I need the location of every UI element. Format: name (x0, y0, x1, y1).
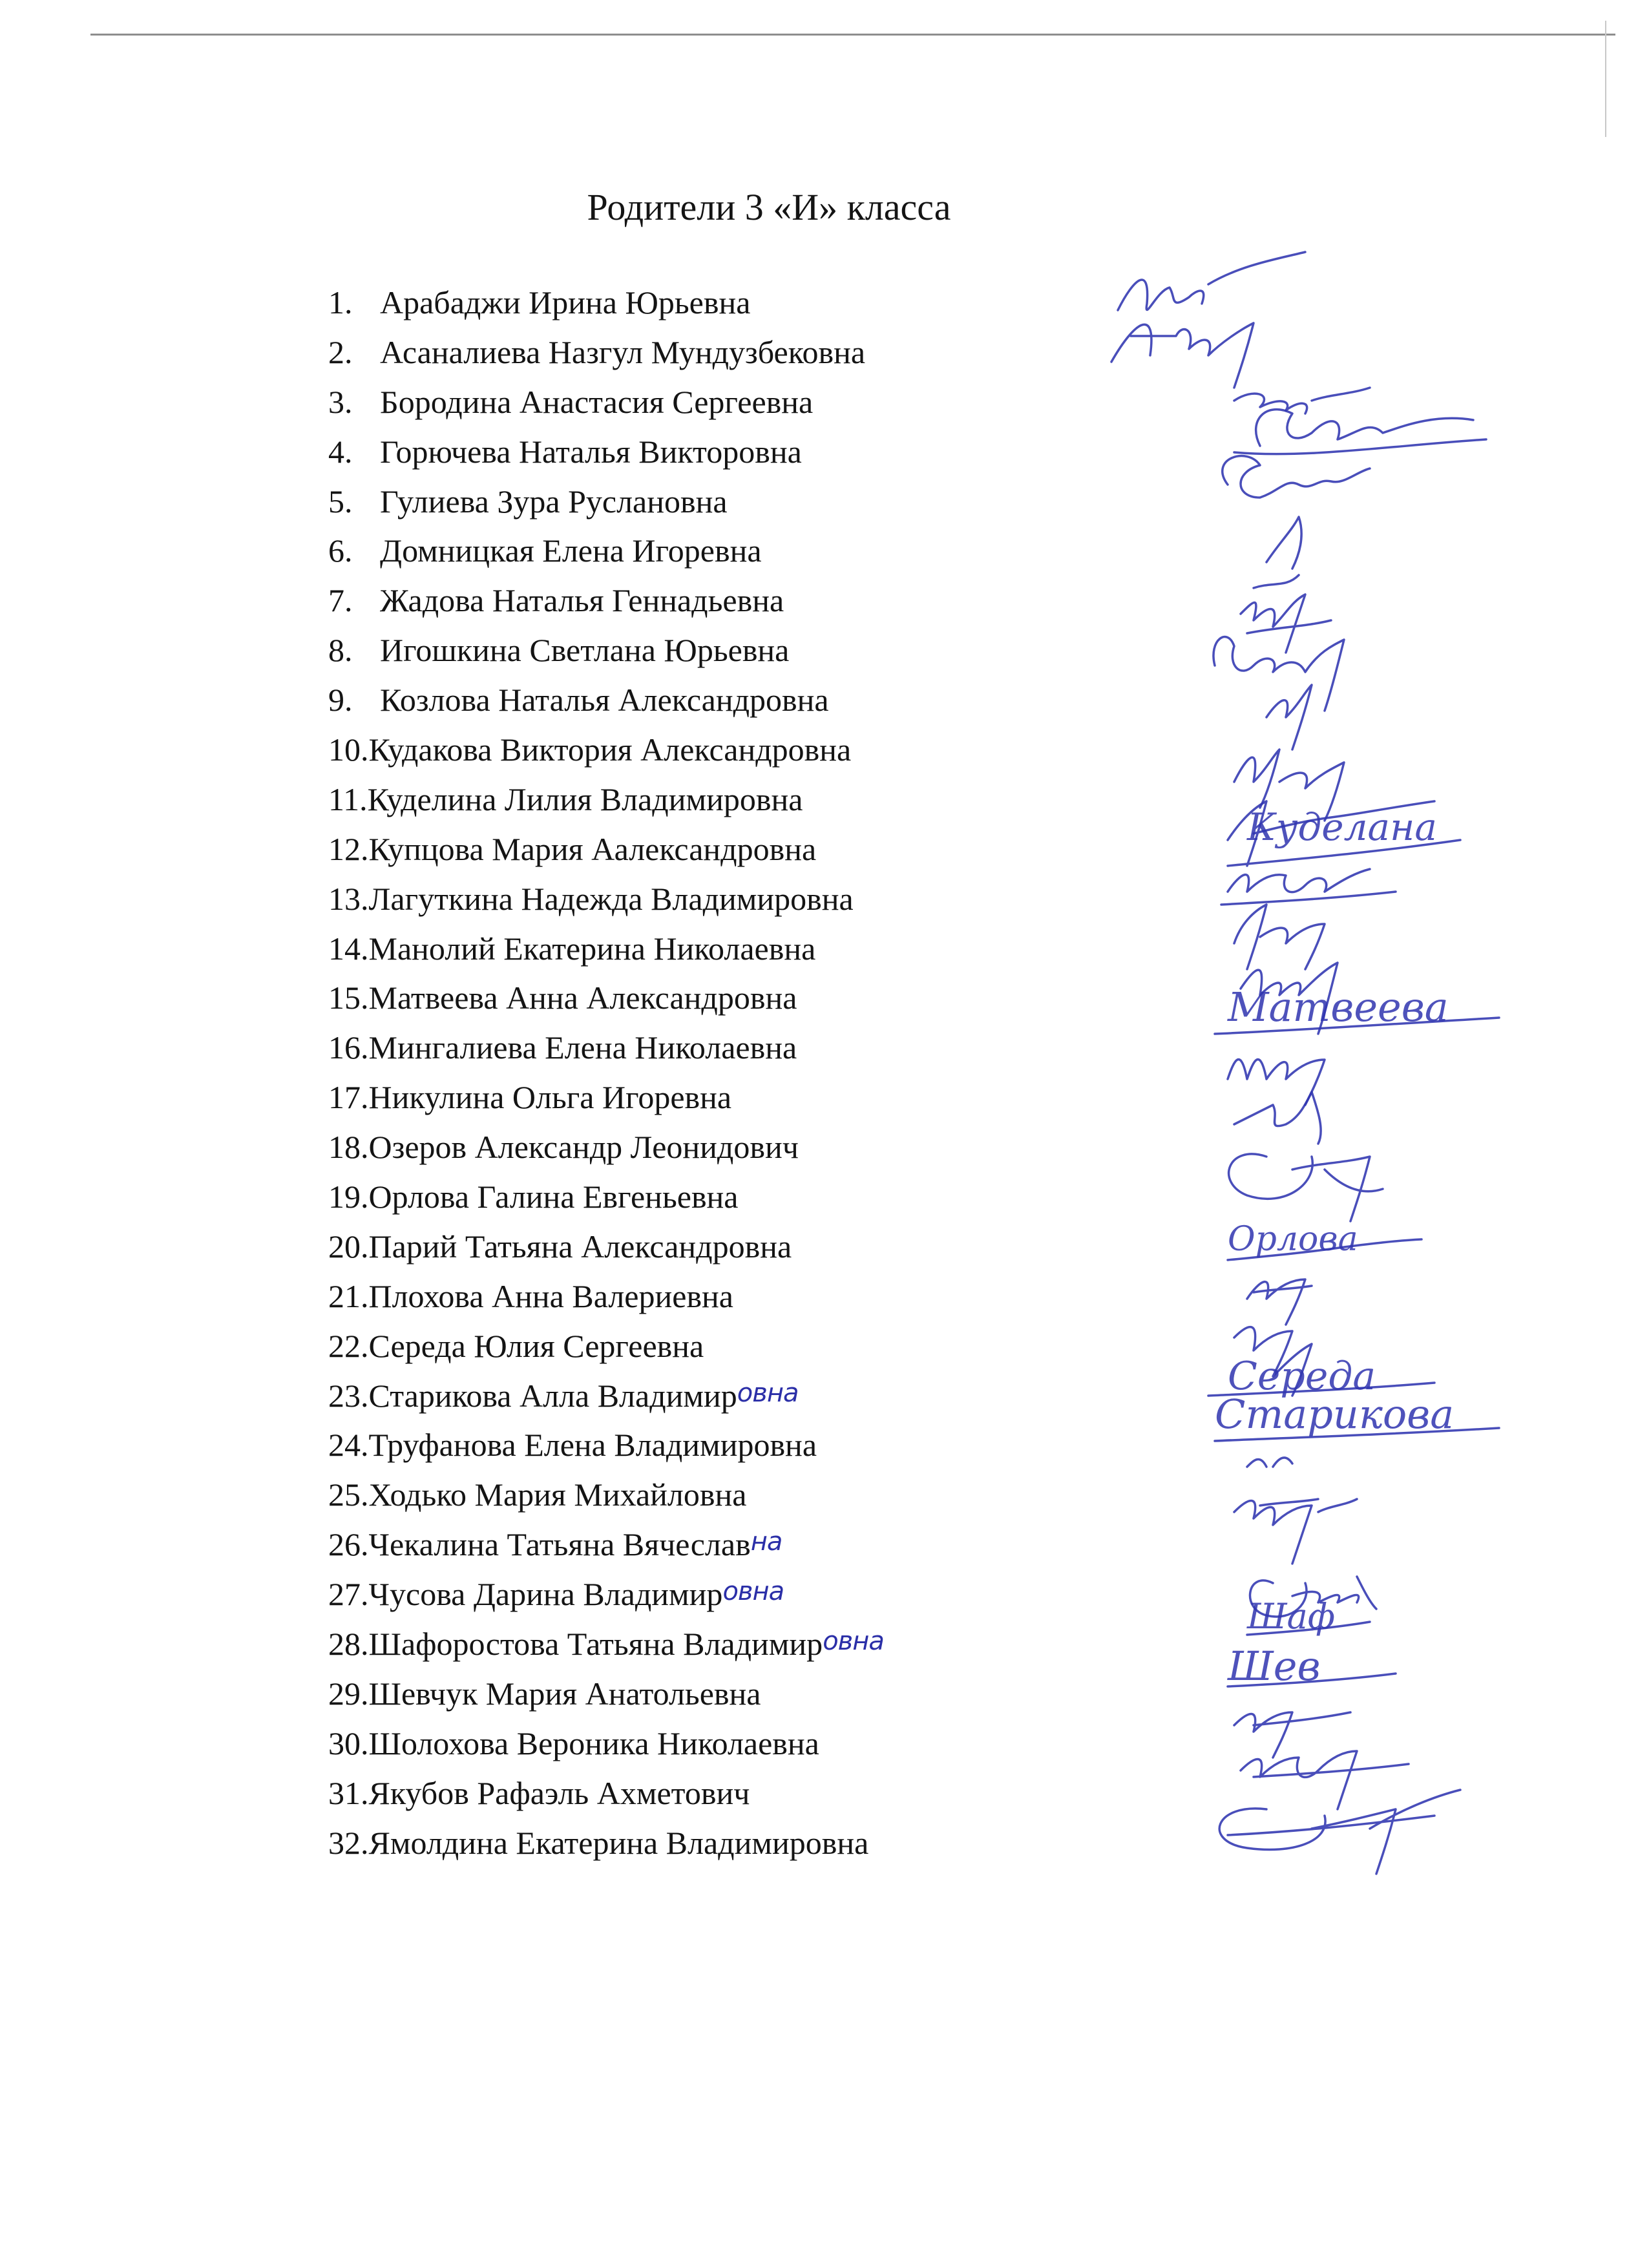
list-item-number: 3. (328, 383, 353, 420)
list-item-name: Плохова Анна Валериевна (368, 1277, 734, 1314)
list-item-name: Козлова Наталья Александровна (380, 682, 829, 719)
list-item (328, 924, 884, 974)
signature-4 (1234, 410, 1486, 454)
list-item (328, 675, 884, 725)
signature-17 (1234, 1092, 1321, 1144)
list-item-number: 17. (328, 1079, 369, 1116)
list-item-name: Арабаджи Ирина Юрьевна (380, 284, 751, 320)
list-item-name: Гулиева Зура Руслановна (380, 483, 728, 520)
list-item-name: Горючева Наталья Викторовна (380, 433, 802, 470)
signature-1 (1118, 252, 1305, 310)
list-item-name: Игошкина Светлана Юрьевна (380, 632, 790, 669)
list-item-name: Мингалиева Елена Николаевна (368, 1029, 797, 1066)
list-item (328, 427, 884, 477)
list-item-number: 4. (328, 433, 353, 470)
list-item-number: 30. (328, 1725, 369, 1761)
scan-edge-top (90, 34, 1615, 36)
list-item-name: Бородина Анастасия Сергеевна (380, 383, 814, 420)
list-item (328, 1619, 884, 1669)
signature-20 (1247, 1279, 1312, 1325)
list-item (328, 1371, 884, 1421)
list-item-number: 10. (328, 731, 369, 768)
list-item-name: Труфанова Елена Владимировна (368, 1427, 817, 1464)
list-item (328, 1570, 884, 1619)
list-item-number: 27. (328, 1576, 369, 1613)
signature-2 (1111, 323, 1254, 388)
list-item-name: Старикова Алла Владимир (368, 1377, 737, 1414)
scan-edge-right (1605, 21, 1606, 137)
signature-7 (1241, 594, 1331, 653)
signature-12 (1221, 869, 1396, 905)
list-item-name: Чусова Дарина Владимир (368, 1576, 723, 1613)
list-item-number: 14. (328, 930, 369, 967)
list-item-name: Ямолдина Екатерина Владимировна (368, 1824, 869, 1861)
signature-9 (1266, 685, 1312, 750)
handwritten-suffix: на (750, 1527, 782, 1557)
signature-3 (1234, 388, 1370, 414)
list-item-number: 16. (328, 1029, 369, 1066)
list-item-number: 6. (328, 532, 353, 569)
list-item (328, 1122, 884, 1172)
signatures-svg (1098, 239, 1564, 1893)
list-item-number: 12. (328, 830, 369, 867)
list-item-name: Кудакова Виктория Александровна (368, 731, 852, 768)
list-item-name: Парий Татьяна Александровна (368, 1228, 792, 1265)
list-item-number: 20. (328, 1228, 369, 1265)
list-item (328, 1272, 884, 1321)
page-title: Родители 3 «И» класса (587, 186, 951, 228)
handwritten-suffix: овна (823, 1626, 884, 1657)
list-item (328, 1719, 884, 1769)
list-item-number: 31. (328, 1774, 369, 1811)
handwritten-suffix: овна (737, 1378, 799, 1408)
list-item-name: Чекалина Татьяна Вячеслав (368, 1526, 751, 1563)
parents-list (328, 278, 884, 1868)
list-item-number: 5. (328, 483, 353, 520)
list-item-number: 8. (328, 632, 353, 669)
list-item (328, 526, 884, 576)
list-item-number: 18. (328, 1129, 369, 1166)
signature-28-text: Шаф (1247, 1596, 1336, 1637)
list-item (328, 1321, 884, 1371)
signature-23-text: Старикова (1215, 1391, 1455, 1438)
signature-31 (1241, 1751, 1409, 1809)
signature-5 (1223, 456, 1370, 498)
signature-6 (1254, 517, 1301, 588)
list-item-number: 29. (328, 1675, 369, 1712)
signature-19-text: Орлова (1228, 1220, 1358, 1259)
list-item-number: 7. (328, 582, 353, 619)
list-item-name: Шолохова Вероника Николаевна (368, 1725, 819, 1761)
list-item-number: 9. (328, 682, 353, 719)
list-item (328, 377, 884, 427)
signature-18 (1229, 1154, 1383, 1221)
list-item (328, 278, 884, 328)
signature-29-text: Шев (1228, 1643, 1321, 1690)
list-item-number: 22. (328, 1327, 369, 1364)
list-item (328, 874, 884, 924)
list-item-number: 23. (328, 1377, 369, 1414)
list-item-number: 24. (328, 1427, 369, 1464)
list-item-number: 13. (328, 880, 369, 917)
list-item (328, 477, 884, 527)
list-item (328, 1818, 884, 1868)
list-item-name: Купцова Мария Аалександровна (368, 830, 817, 867)
list-item-number: 25. (328, 1476, 369, 1513)
list-item-number: 32. (328, 1824, 369, 1861)
list-item (328, 775, 884, 824)
list-item (328, 725, 884, 775)
list-item-name: Домницкая Елена Игоревна (380, 532, 762, 569)
list-item-name: Манолий Екатерина Николаевна (368, 930, 816, 967)
list-item-name: Ходько Мария Михайловна (368, 1476, 747, 1513)
signature-8 (1213, 637, 1344, 711)
list-item-number: 1. (328, 284, 353, 320)
list-item-name: Озеров Александр Леонидович (368, 1129, 799, 1166)
list-item-number: 21. (328, 1277, 369, 1314)
signature-24 (1247, 1458, 1292, 1467)
handwritten-suffix: овна (722, 1577, 784, 1607)
list-item-name: Асаналиева Назгул Мундузбековна (380, 333, 866, 370)
list-item (328, 1023, 884, 1073)
signature-22-text: Середа (1228, 1354, 1376, 1399)
list-item-name: Орлова Галина Евгеньевна (368, 1179, 739, 1215)
list-item (328, 1172, 884, 1222)
list-item-number: 26. (328, 1526, 369, 1563)
signature-30 (1234, 1712, 1350, 1758)
list-item-name: Шевчук Мария Анатольевна (368, 1675, 761, 1712)
list-item-name: Шафоростова Татьяна Владимир (368, 1626, 823, 1663)
list-item-number: 11. (328, 781, 368, 817)
signatures-column (1098, 239, 1564, 1893)
list-item (328, 1420, 884, 1470)
list-item (328, 1470, 884, 1520)
list-item (328, 1520, 884, 1570)
list-item-name: Никулина Ольга Игоревна (368, 1079, 732, 1116)
signature-25 (1234, 1499, 1357, 1564)
list-item-name: Лагуткина Надежда Владимировна (368, 880, 854, 917)
list-item (328, 576, 884, 625)
signature-13 (1234, 905, 1325, 969)
signature-11-text: Куделана (1247, 805, 1437, 849)
list-item-number: 15. (328, 980, 369, 1016)
list-item (328, 824, 884, 874)
list-item-name: Якубов Рафаэль Ахметович (368, 1774, 750, 1811)
list-item-name: Матвеева Анна Александровна (368, 980, 797, 1016)
list-item (328, 973, 884, 1023)
list-item-name: Куделина Лилия Владимировна (367, 781, 803, 817)
list-item (328, 1669, 884, 1719)
signature-15-text: Матвеева (1228, 983, 1449, 1031)
list-item-name: Жадова Наталья Геннадьевна (380, 582, 784, 619)
list-item (328, 1769, 884, 1818)
list-item (328, 328, 884, 377)
list-item (328, 1073, 884, 1122)
list-item-name: Середа Юлия Сергеевна (368, 1327, 704, 1364)
list-item-number: 2. (328, 333, 353, 370)
list-item-number: 28. (328, 1626, 369, 1663)
signature-16 (1228, 1060, 1325, 1105)
list-item (328, 625, 884, 675)
list-item-number: 19. (328, 1179, 369, 1215)
list-item (328, 1222, 884, 1272)
